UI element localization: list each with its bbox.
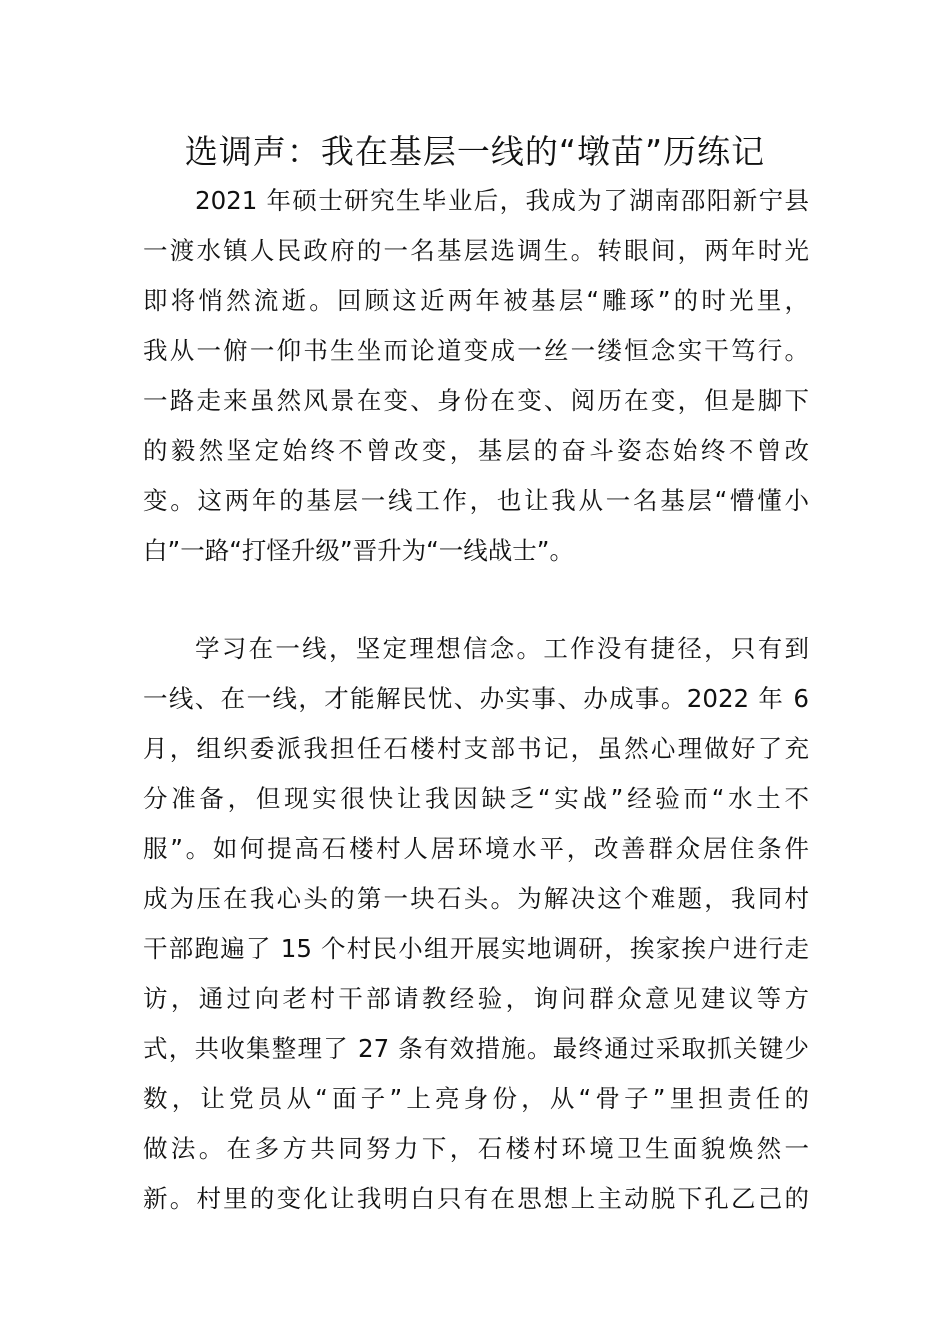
paragraph-line: 一渡水镇人民政府的一名基层选调生。转眼间，两年时光 bbox=[143, 236, 809, 265]
document-title: 选调声：我在基层一线的“墩苗”历练记 bbox=[184, 132, 766, 171]
paragraph-line: 成为压在我心头的第一块石头。为解决这个难题，我同村 bbox=[143, 884, 809, 913]
paragraph-line: 学习在一线，坚定理想信念。工作没有捷径，只有到 bbox=[195, 634, 809, 663]
paragraph-line: 一路走来虽然风景在变、身份在变、阅历在变，但是脚下 bbox=[143, 386, 809, 415]
paragraph-line: 新。村里的变化让我明白只有在思想上主动脱下孔乙己的 bbox=[143, 1184, 809, 1213]
paragraph-line: 一线、在一线，才能解民忧、办实事、办成事。2022 年 6 bbox=[143, 684, 809, 713]
paragraph-line: 数，让党员从“面子”上亮身份，从“骨子”里担责任的 bbox=[143, 1084, 809, 1113]
paragraph-line: 月，组织委派我担任石楼村支部书记，虽然心理做好了充 bbox=[143, 734, 809, 763]
paragraph-line: 访，通过向老村干部请教经验，询问群众意见建议等方 bbox=[143, 984, 809, 1013]
paragraph-line: 2021 年硕士研究生毕业后，我成为了湖南邵阳新宁县 bbox=[195, 186, 809, 215]
paragraph-line: 变。这两年的基层一线工作，也让我从一名基层“懵懂小 bbox=[143, 486, 809, 515]
paragraph-line: 干部跑遍了 15 个村民小组开展实地调研，挨家挨户进行走 bbox=[143, 934, 809, 963]
paragraph-line: 分准备，但现实很快让我因缺乏“实战”经验而“水土不 bbox=[143, 784, 809, 813]
paragraph-line: 服”。如何提高石楼村人居环境水平，改善群众居住条件 bbox=[143, 834, 809, 863]
paragraph-line: 我从一俯一仰书生坐而论道变成一丝一缕恒念实干笃行。 bbox=[143, 336, 809, 365]
paragraph-line: 做法。在多方共同努力下，石楼村环境卫生面貌焕然一 bbox=[143, 1134, 809, 1163]
paragraph-line: 的毅然坚定始终不曾改变，基层的奋斗姿态始终不曾改 bbox=[143, 436, 809, 465]
paragraph-2 bbox=[143, 624, 809, 1224]
paragraph-line: 式，共收集整理了 27 条有效措施。最终通过采取抓关键少 bbox=[143, 1034, 809, 1063]
paragraph-line: 白”一路“打怪升级”晋升为“一线战士”。 bbox=[143, 536, 574, 565]
paragraph-line: 即将悄然流逝。回顾这近两年被基层“雕琢”的时光里， bbox=[143, 286, 809, 315]
paragraph-1 bbox=[143, 176, 809, 576]
